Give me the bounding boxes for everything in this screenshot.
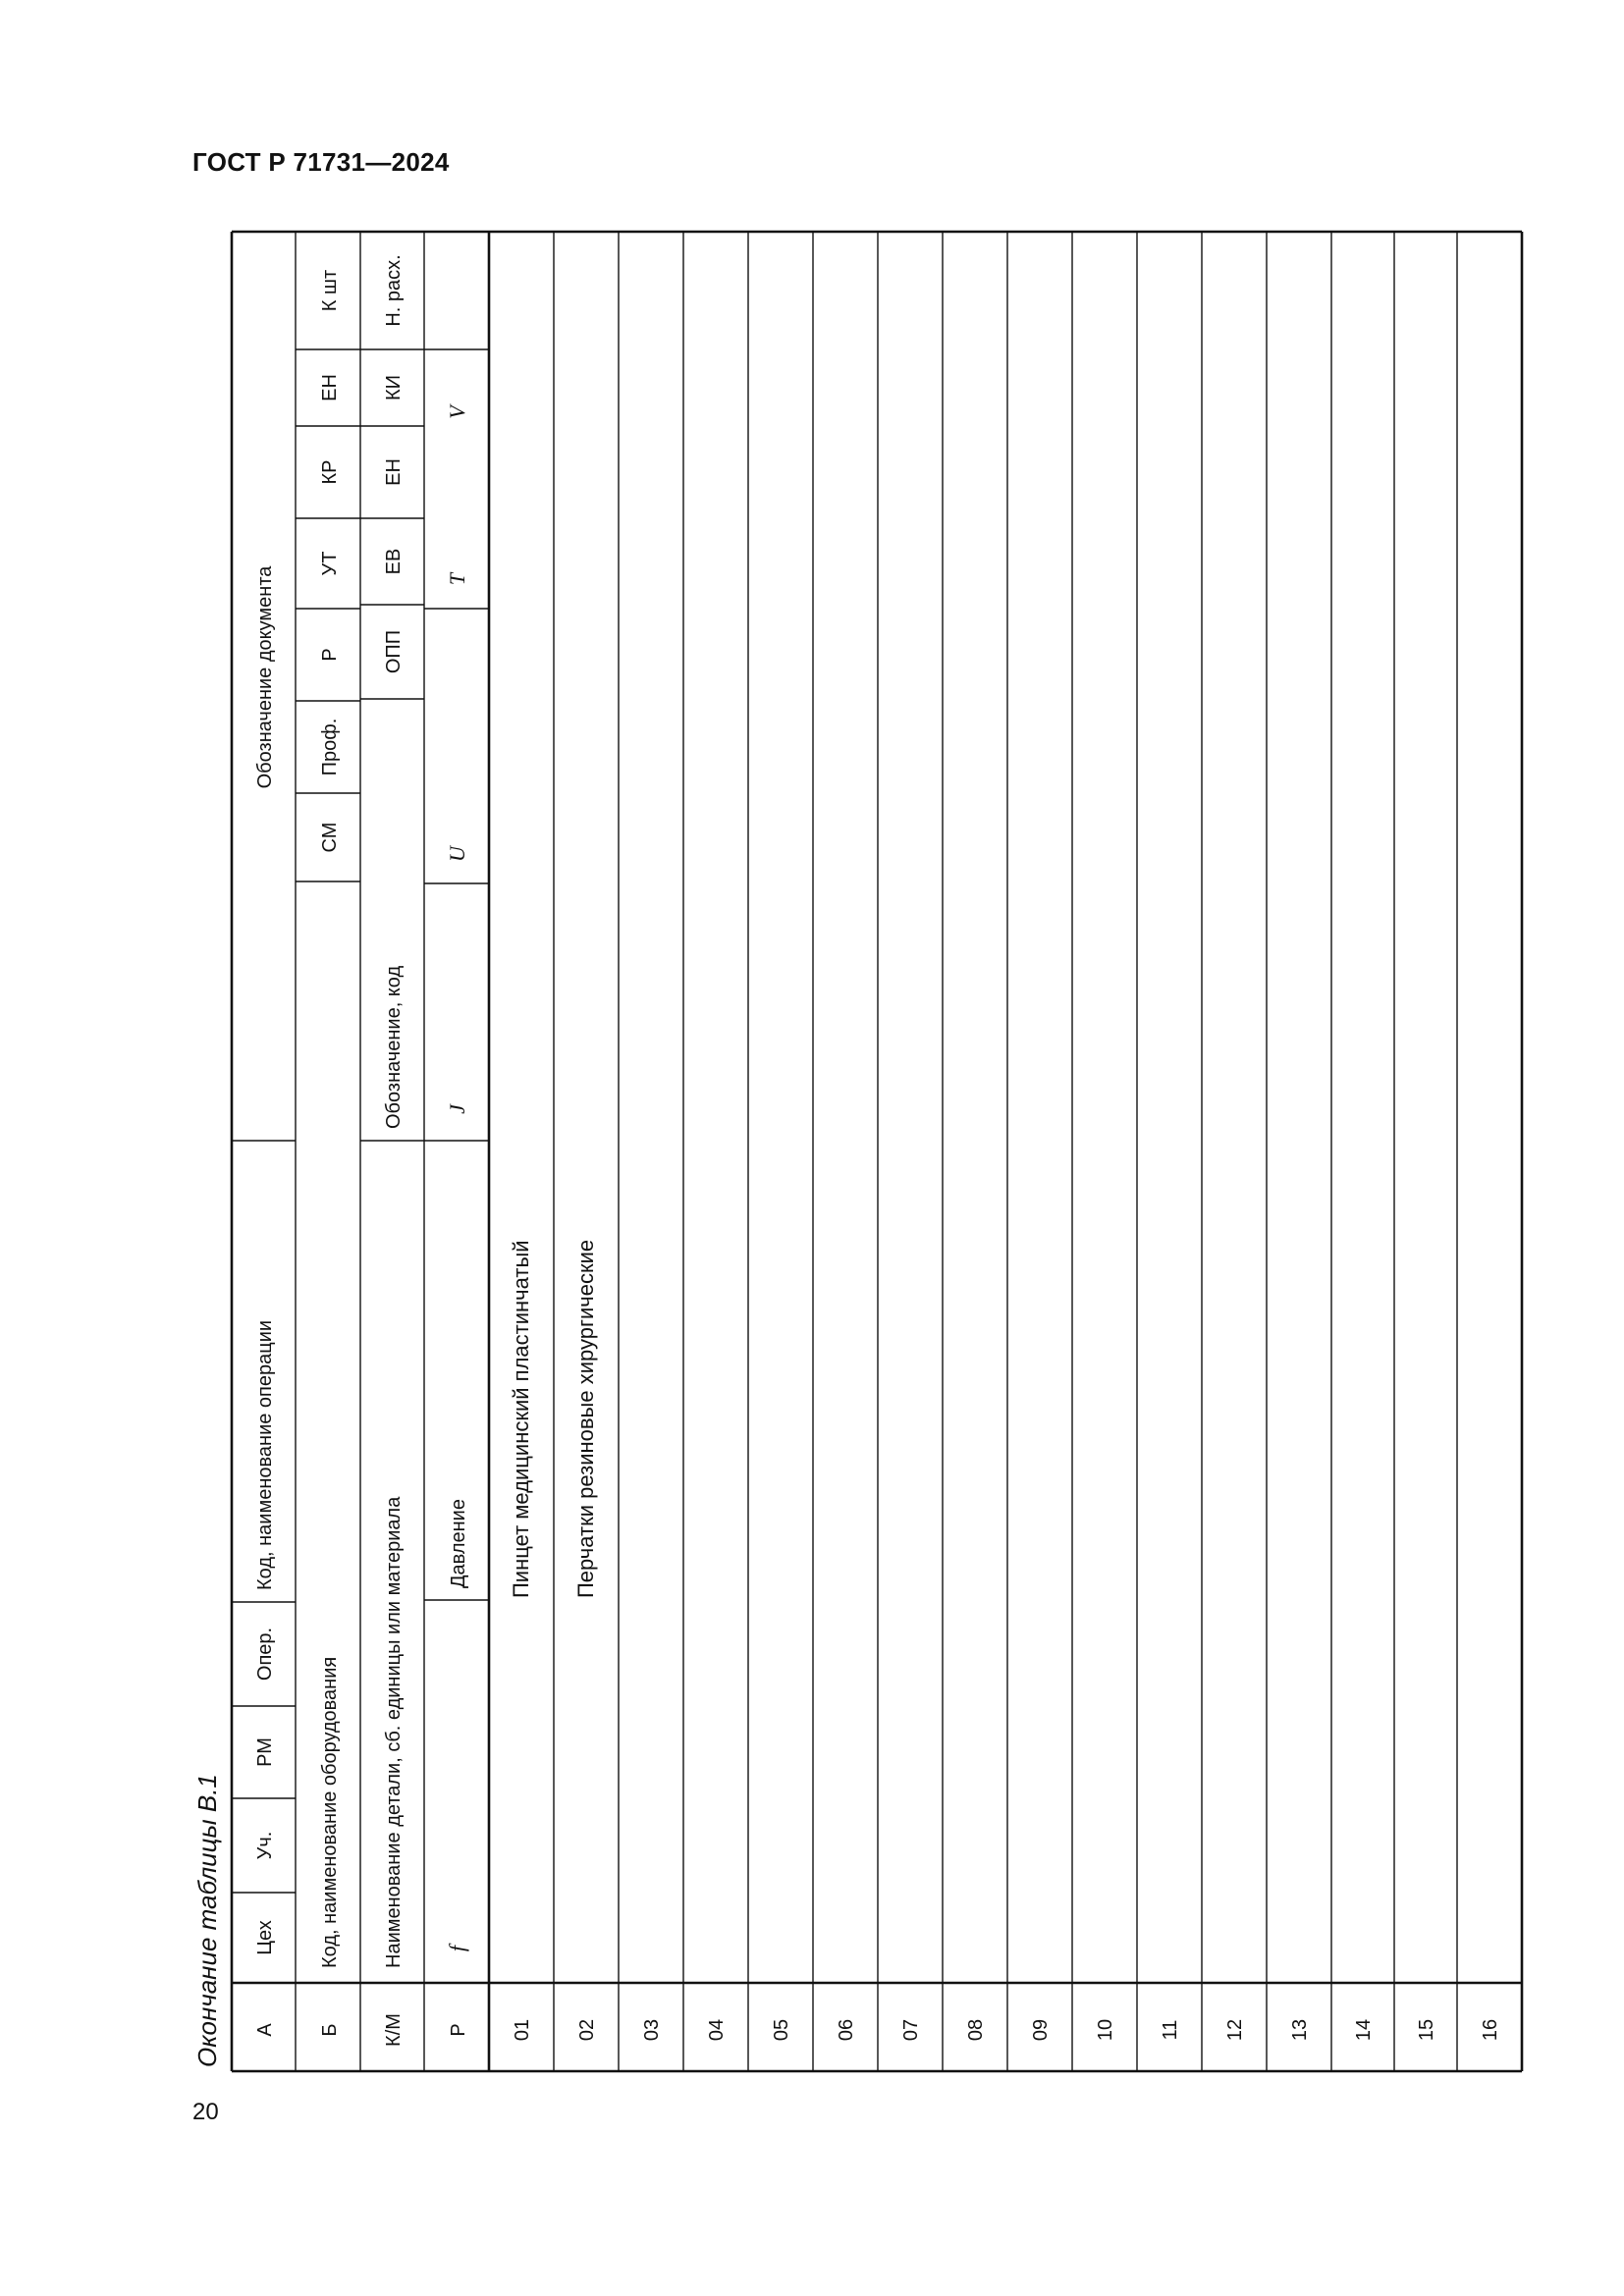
cell-prof: Проф.: [319, 718, 341, 776]
cell-v: V: [445, 405, 469, 419]
cell-designation-code: Обозначение, код: [383, 965, 405, 1129]
row-number: 10: [1095, 2018, 1116, 2042]
cell-opp: ОПП: [383, 629, 405, 674]
cell-k-sht: К шт: [319, 269, 341, 312]
cell-operation-name: Код, наименование операции: [254, 1319, 276, 1590]
row-number: 07: [900, 2018, 922, 2042]
cell-rm: РМ: [254, 1737, 276, 1767]
row-number: 08: [965, 2018, 987, 2042]
row-number: 16: [1480, 2018, 1501, 2042]
row-code-b: Б: [319, 2023, 341, 2037]
cell-f: f: [445, 1945, 469, 1952]
cell-equipment-name: Код, наименование оборудования: [319, 1656, 341, 1968]
cell-ev: ЕВ: [383, 548, 405, 575]
cell-kr: КР: [319, 459, 341, 485]
cell-oper: Опер.: [254, 1627, 276, 1682]
row-text: Пинцет медицинский пластинчатый: [509, 1240, 533, 1598]
cell-uch: Уч.: [254, 1831, 276, 1860]
cell-part-name: Наименование детали, сб. единицы или материала: [383, 1496, 405, 1968]
row-number: 06: [836, 2018, 857, 2042]
row-code-p: Р: [448, 2023, 469, 2037]
row-number: 12: [1224, 2018, 1246, 2042]
row-number: 15: [1416, 2018, 1437, 2042]
document-header-title: ГОСТ Р 71731—2024: [192, 147, 450, 177]
row-number: 04: [706, 2018, 728, 2042]
row-code-a: А: [254, 2023, 276, 2037]
row-number: 13: [1289, 2018, 1311, 2042]
row-number: 03: [641, 2018, 663, 2042]
table-grid: [232, 232, 1522, 2071]
row-number: 02: [576, 2018, 598, 2042]
cell-ceh: Цех: [254, 1920, 276, 1955]
row-number: 05: [771, 2018, 792, 2042]
cell-en-2: ЕН: [383, 458, 405, 486]
row-number: 14: [1353, 2018, 1375, 2042]
cell-pressure: Давление: [448, 1499, 469, 1588]
table-caption: Окончание таблицы В.1: [192, 1774, 222, 2067]
cell-n-rash: Н. расх.: [383, 254, 405, 327]
cell-document-designation: Обозначение документа: [254, 565, 276, 789]
cell-ki: КИ: [383, 374, 405, 401]
row-number: 01: [512, 2018, 533, 2042]
page-number: 20: [192, 2099, 219, 2125]
row-number: 09: [1030, 2018, 1052, 2042]
cell-j: J: [445, 1104, 469, 1114]
data-rows: [509, 1240, 1501, 2041]
cell-u: U: [445, 846, 469, 862]
cell-ut: УТ: [319, 551, 341, 576]
cell-r: Р: [319, 648, 341, 662]
row-text: Перчатки резиновые хирургические: [573, 1239, 598, 1598]
row-number: 11: [1160, 2019, 1181, 2041]
row-code-km: К/М: [383, 2013, 405, 2047]
cell-sm: СМ: [319, 822, 341, 853]
cell-en: ЕН: [319, 374, 341, 401]
cell-t: T: [445, 572, 469, 586]
